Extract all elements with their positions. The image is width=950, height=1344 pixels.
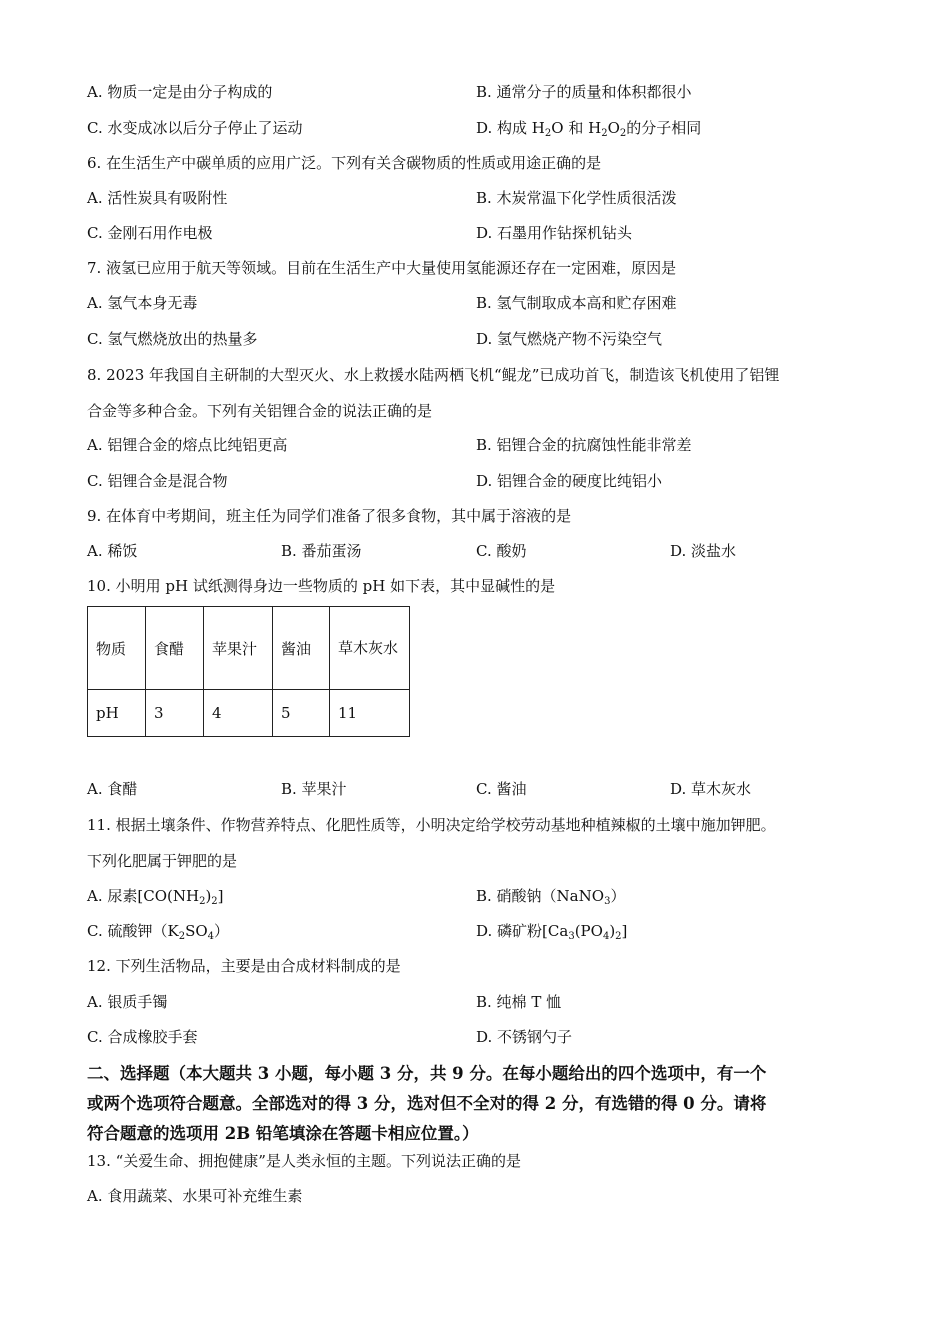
table-row	[88, 690, 410, 737]
q5-option-d	[476, 117, 701, 138]
text-run: ）	[610, 887, 626, 905]
q12-stem: 12. 下列生活物品，主要是由合成材料制成的是	[87, 957, 401, 975]
text-run: B. 硝酸钠（NaNO	[476, 887, 605, 905]
q7-stem: 7. 液氢已应用于航天等领域。目前在生活生产中大量使用氢能源还存在一定困难，原因是	[87, 259, 677, 277]
subscript: 4	[207, 931, 215, 942]
q6-stem: 6. 在生活生产中碳单质的应用广泛。下列有关含碳物质的性质或用途正确的是	[87, 154, 602, 172]
q7-option-c: C. 氢气燃烧放出的热量多	[87, 330, 258, 348]
table-cell: 苹果汁	[204, 607, 273, 690]
q8-option-b: B. 铝锂合金的抗腐蚀性能非常差	[476, 436, 692, 454]
subscript: 4	[602, 931, 610, 942]
q9-option-a: A. 稀饭	[87, 542, 138, 560]
q10-option-c: C. 酱油	[476, 780, 527, 798]
ph-table	[87, 606, 410, 737]
q12-option-b: B. 纯棉 T 恤	[476, 993, 562, 1011]
text-run: C. 硫酸钾（K	[87, 922, 179, 940]
text-run: 的分子相同	[626, 119, 702, 137]
q12-option-d: D. 不锈钢勺子	[476, 1028, 573, 1046]
q13-stem: 13. “关爱生命、拥抱健康”是人类永恒的主题。下列说法正确的是	[87, 1152, 521, 1170]
q11-option-b	[476, 885, 625, 906]
table-cell: pH	[88, 690, 146, 737]
q6-option-b: B. 木炭常温下化学性质很活泼	[476, 189, 677, 207]
q9-option-d: D. 淡盐水	[670, 542, 737, 560]
table-header-row	[88, 607, 410, 690]
q7-option-b: B. 氢气制取成本高和贮存困难	[476, 294, 677, 312]
q7-option-d: D. 氢气燃烧产物不污染空气	[476, 330, 663, 348]
text-run: )	[205, 887, 212, 905]
text-run: (PO	[574, 922, 603, 940]
q8-option-d: D. 铝锂合金的硬度比纯铝小	[476, 472, 663, 490]
q11-option-a	[87, 885, 224, 906]
q9-option-b: B. 番茄蛋汤	[281, 542, 362, 560]
q10-stem: 10. 小明用 pH 试纸测得身边一些物质的 pH 如下表，其中显碱性的是	[87, 577, 556, 595]
q10-option-a: A. 食醋	[87, 780, 138, 798]
section2-heading-line3: 符合题意的选项用 2B 铅笔填涂在答题卡相应位置。）	[87, 1124, 479, 1143]
text-run: ）	[214, 922, 230, 940]
section2-heading-line2: 或两个选项符合题意。全部选对的得 3 分，选对但不全对的得 2 分，有选错的得 0 分。请将	[87, 1094, 767, 1113]
table-cell: 食醋	[146, 607, 204, 690]
q12-option-a: A. 银质手镯	[87, 993, 168, 1011]
q8-stem-line1: 8. 2023 年我国自主研制的大型灭火、水上救援水陆两栖飞机“鲲龙”已成功首飞，制造该飞机使用了铝锂	[87, 366, 780, 384]
text-run: SO	[185, 922, 208, 940]
table-cell: 物质	[88, 607, 146, 690]
q11-stem-line1: 11. 根据土壤条件、作物营养特点、化肥性质等，小明决定给学校劳动基地种植辣椒的土壤中施加钾肥。	[87, 816, 776, 834]
subscript: 2	[199, 896, 206, 907]
q10-option-d: D. 草木灰水	[670, 780, 752, 798]
text-run: ]	[217, 887, 224, 905]
q8-stem-line2: 合金等多种合金。下列有关铝锂合金的说法正确的是	[87, 402, 433, 420]
table-cell: 4	[204, 690, 273, 737]
text-run: O	[607, 119, 620, 137]
q5-option-c: C. 水变成冰以后分子停止了运动	[87, 119, 303, 137]
q8-option-c: C. 铝锂合金是混合物	[87, 472, 228, 490]
subscript: 3	[604, 896, 611, 907]
subscript: 3	[568, 931, 575, 942]
table-cell: 草木灰水	[330, 607, 410, 690]
q6-option-a: A. 活性炭具有吸附性	[87, 189, 228, 207]
text-run: A. 尿素[CO(NH	[87, 887, 200, 905]
q13-option-a: A. 食用蔬菜、水果可补充维生素	[87, 1187, 303, 1205]
q11-stem-line2: 下列化肥属于钾肥的是	[87, 852, 238, 870]
table-cell: 3	[146, 690, 204, 737]
q11-option-c	[87, 920, 229, 941]
text-run: O 和 H	[551, 119, 602, 137]
text-run: )	[609, 922, 616, 940]
subscript: 2	[178, 931, 186, 942]
q6-option-c: C. 金刚石用作电极	[87, 224, 213, 242]
section2-heading-line1: 二、选择题（本大题共 3 小题，每小题 3 分，共 9 分。在每小题给出的四个选项中，有一个	[87, 1064, 767, 1083]
table-cell: 酱油	[273, 607, 330, 690]
text-run: D. 磷矿粉[Ca	[476, 922, 569, 940]
q9-stem: 9. 在体育中考期间，班主任为同学们准备了很多食物，其中属于溶液的是	[87, 507, 572, 525]
q5-option-a: A. 物质一定是由分子构成的	[87, 83, 273, 101]
q8-option-a: A. 铝锂合金的熔点比纯铝更高	[87, 436, 288, 454]
q5-option-b: B. 通常分子的质量和体积都很小	[476, 83, 692, 101]
q6-option-d: D. 石墨用作钻探机钻头	[476, 224, 633, 242]
subscript: 2	[615, 931, 622, 942]
q12-option-c: C. 合成橡胶手套	[87, 1028, 198, 1046]
table-cell: 5	[273, 690, 330, 737]
q9-option-c: C. 酸奶	[476, 542, 527, 560]
q11-option-d	[476, 920, 627, 941]
q10-option-b: B. 苹果汁	[281, 780, 347, 798]
text-run: ]	[621, 922, 628, 940]
subscript: 2	[601, 128, 608, 139]
subscript: 2	[211, 896, 218, 907]
text-run: D. 构成 H	[476, 119, 545, 137]
table-cell: 11	[330, 690, 410, 737]
subscript: 2	[619, 128, 627, 139]
q7-option-a: A. 氢气本身无毒	[87, 294, 198, 312]
subscript: 2	[544, 128, 552, 139]
